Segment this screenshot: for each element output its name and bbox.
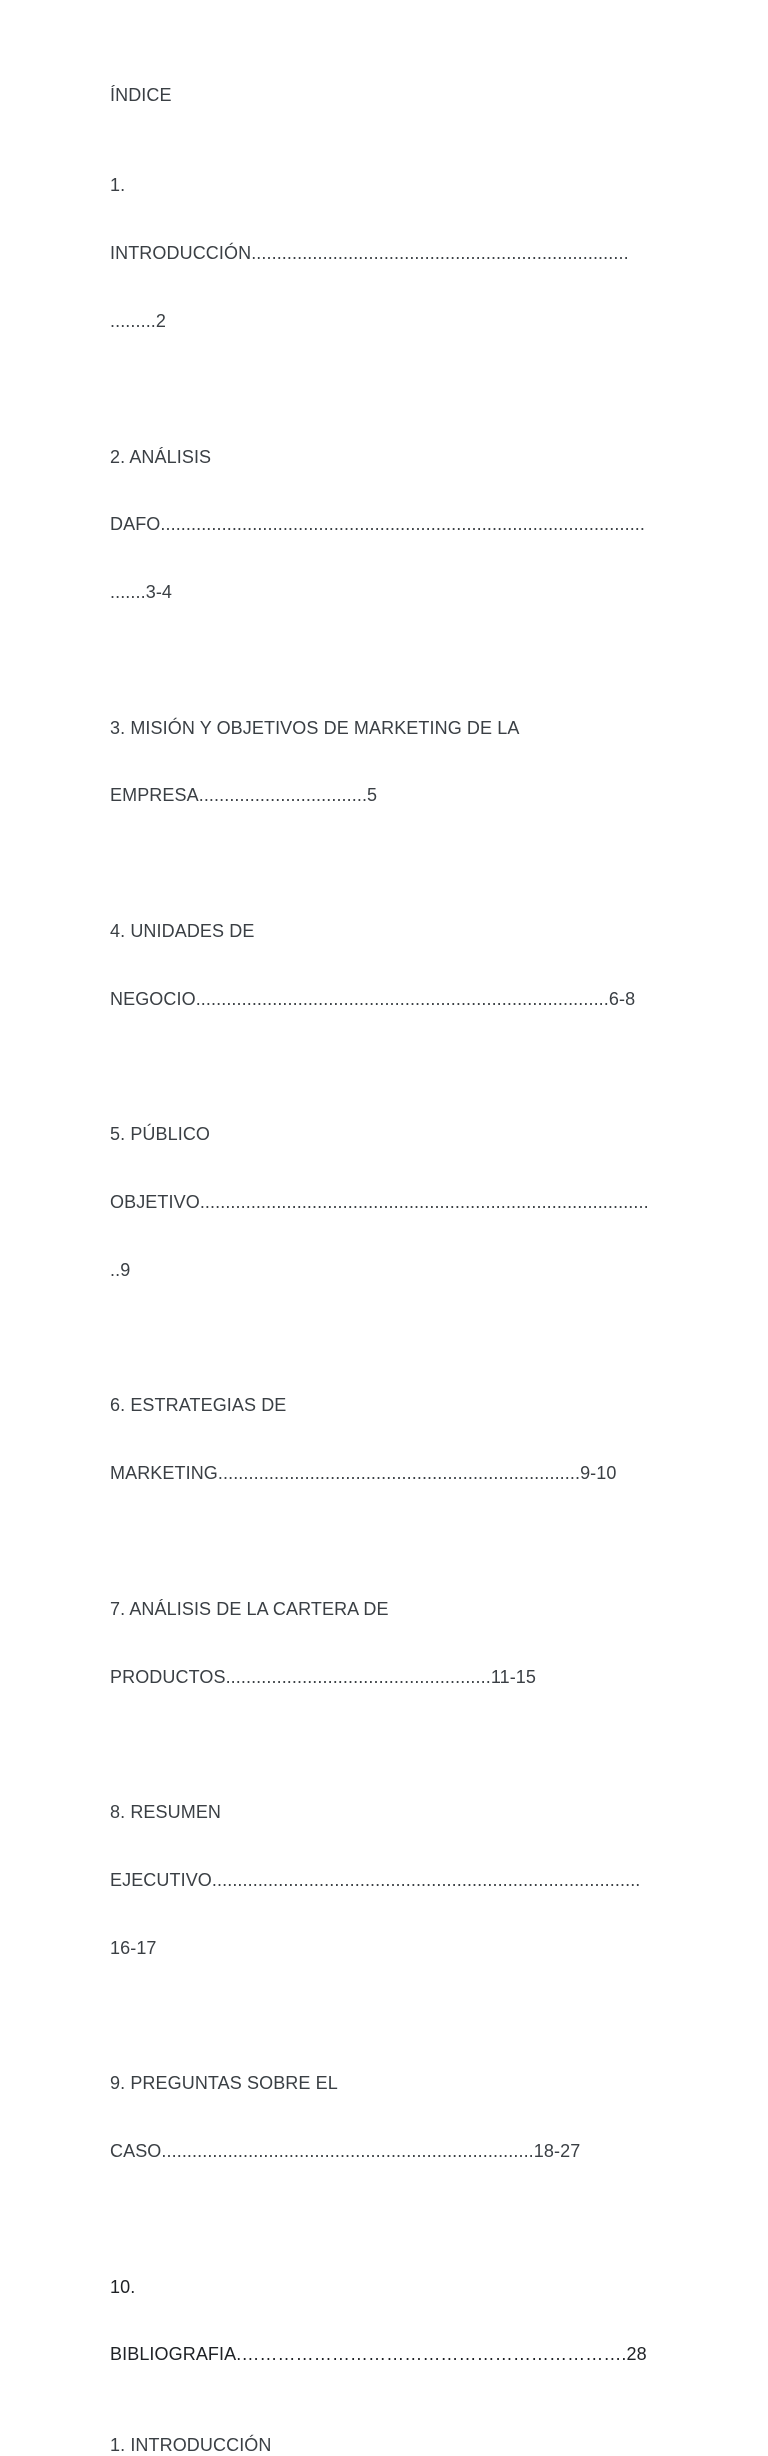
toc-entry-line: 10. <box>110 2276 136 2297</box>
toc-entry-1 <box>110 129 670 378</box>
toc-entry-line: BIBLIOGRAFIA.……………………………………………………….28 <box>110 2344 647 2365</box>
toc-entry-line: PRODUCTOS....................................................11-15 <box>110 1666 537 1687</box>
section-heading: 1. INTRODUCCIÓN <box>110 2434 272 2455</box>
toc-entry-3 <box>110 671 670 852</box>
toc-entry-line: .......3-4 <box>110 582 173 603</box>
toc-entry-7 <box>110 1553 670 1734</box>
document-page <box>110 84 670 2456</box>
toc-entry-line: 1. <box>110 175 126 196</box>
toc-entry-line: 8. RESUMEN <box>110 1802 222 1823</box>
toc-entry-line: 5. PÚBLICO <box>110 1124 211 1145</box>
toc-entry-line: DAFO............................................................................................... <box>110 514 645 535</box>
toc-entry-line: EJECUTIVO.................................................................................... <box>110 1869 641 1890</box>
toc-entry-line: 4. UNIDADES DE <box>110 920 255 941</box>
toc-entry-5 <box>110 1078 670 1327</box>
toc-entry-9 <box>110 2027 670 2208</box>
toc-entry-line: ..9 <box>110 1259 131 1280</box>
toc-entry-line: 3. MISIÓN Y OBJETIVOS DE MARKETING DE LA <box>110 717 520 738</box>
toc-entry-line: 7. ANÁLISIS DE LA CARTERA DE <box>110 1598 389 1619</box>
index-title: ÍNDICE <box>110 85 172 105</box>
toc-entry-2 <box>110 400 670 649</box>
toc-entry-4 <box>110 875 670 1056</box>
toc-entry-10 <box>110 2230 670 2411</box>
toc-entry-line: .........2 <box>110 310 167 331</box>
toc-entry-line: 2. ANÁLISIS <box>110 446 212 467</box>
toc-entry-6 <box>110 1349 670 1530</box>
toc-entry-line: 9. PREGUNTAS SOBRE EL <box>110 2073 338 2094</box>
toc-entry-line: INTRODUCCIÓN.......................................................................... <box>110 243 629 264</box>
toc-entry-line: OBJETIVO........................................................................................ <box>110 1192 649 1213</box>
toc-entry-line: EMPRESA.................................5 <box>110 785 378 806</box>
toc-entry-line: 6. ESTRATEGIAS DE <box>110 1395 287 1416</box>
toc-entry-line: MARKETING.......................................................................9-10 <box>110 1463 617 1484</box>
toc-entry-line: NEGOCIO.................................................................................6-8 <box>110 988 636 1009</box>
toc-entry-line: CASO.........................................................................18-27 <box>110 2141 581 2162</box>
toc-entry-8 <box>110 1756 670 2005</box>
toc-entry-line: 16-17 <box>110 1937 157 1958</box>
